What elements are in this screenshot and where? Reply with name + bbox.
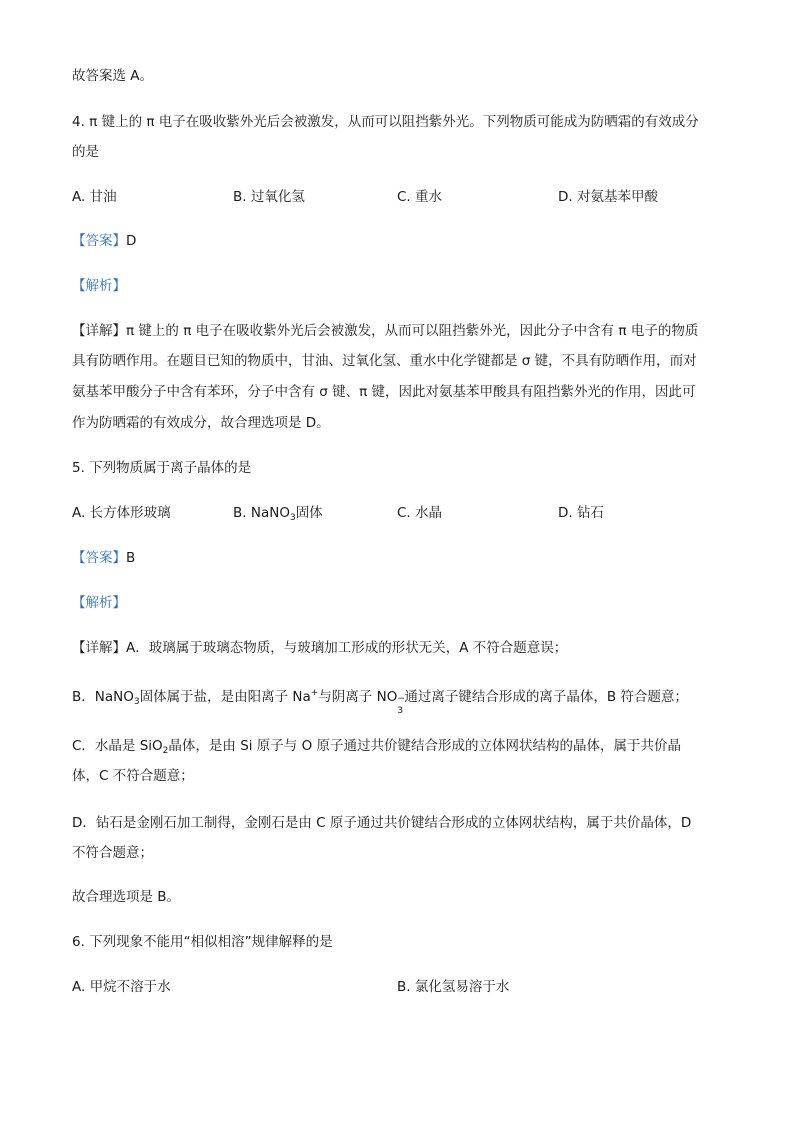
- q5-detail-a: 【详解】A．玻璃属于玻璃态物质，与玻璃加工形成的形状无关，A 不符合题意误；: [72, 640, 568, 656]
- answer-value: D: [126, 233, 137, 249]
- analysis-tag: 【解析】: [72, 278, 126, 294]
- q5-detail-c-line-2: 体，C 不符合题意；: [72, 768, 194, 784]
- q5-detail-b: B．NaNO$_3$固体属于盐，是由阳离子 Na+与阴离子 NO − 3 通过离子键结合形成的离子晶体，B 符合题意；: [72, 688, 688, 716]
- q4-detail-line-2: 具有防晒作用。在题目已知的物质中，甘油、过氧化氢、重水中化学键都是 σ 键，不具有防晒作用，而对: [72, 353, 697, 369]
- q4-option-a: A. 甘油: [72, 189, 117, 205]
- q4-analysis-heading: [72, 276, 126, 296]
- detail-tag: 【详解】: [72, 640, 126, 656]
- q4-detail-line-3: 氨基苯甲酸分子中含有苯环，分子中含有 σ 键、π 键，因此对氨基苯甲酸具有阻挡紫外光的作用，因此可: [72, 384, 696, 400]
- q6-option-a: A. 甲烷不溶于水: [72, 979, 171, 995]
- q4-option-b: B. 过氧化氢: [233, 189, 305, 205]
- prev-answer-conclusion: 故答案选 A。: [72, 68, 154, 84]
- answer-tag: 【答案】: [72, 550, 126, 566]
- q6-option-b: B. 氯化氢易溶于水: [397, 979, 510, 995]
- detail-tag: 【详解】: [72, 323, 126, 339]
- q5-stem: 5. 下列物质属于离子晶体的是: [72, 460, 252, 476]
- q5-option-c: C. 水晶: [397, 505, 443, 521]
- q4-stem-line-1: 4. π 键上的 π 电子在吸收紫外光后会被激发，从而可以阻挡紫外光。下列物质可能成为防晒霜的有效成分: [72, 114, 699, 130]
- q5-option-b: B. NaNO$_3$固体: [233, 505, 323, 523]
- q4-answer: [72, 231, 136, 251]
- q5-analysis-heading: [72, 593, 126, 613]
- q4-detail-line-4: 作为防晒霜的有效成分，故合理选项是 D。: [72, 415, 330, 431]
- q5-answer: [72, 548, 135, 568]
- answer-tag: 【答案】: [72, 233, 126, 249]
- q5-detail-d-line-2: 不符合题意；: [72, 845, 153, 861]
- q4-stem-line-2: 的是: [72, 144, 99, 160]
- q4-detail-line-1: 【详解】π 键上的 π 电子在吸收紫外光后会被激发，从而可以阻挡紫外光，因此分子中含有 π 电子的物质: [72, 323, 699, 339]
- q5-detail-d-line-1: D．钻石是金刚石加工制得，金刚石是由 C 原子通过共价键结合形成的立体网状结构，属于共价晶体，D: [72, 815, 692, 831]
- answer-value: B: [126, 550, 136, 566]
- analysis-tag: 【解析】: [72, 595, 126, 611]
- q5-option-a: A. 长方体形玻璃: [72, 505, 171, 521]
- q4-option-c: C. 重水: [397, 189, 443, 205]
- q6-stem: 6. 下列现象不能用“相似相溶”规律解释的是: [72, 934, 333, 950]
- q5-option-d: D. 钻石: [558, 505, 604, 521]
- q5-detail-c-line-1: C．水晶是 SiO$_2$晶体，是由 Si 原子与 O 原子通过共价键结合形成的立体网状结构的晶体，属于共价晶: [72, 738, 682, 756]
- q4-option-d: D. 对氨基苯甲酸: [558, 189, 658, 205]
- q5-conclusion: 故合理选项是 B。: [72, 889, 181, 905]
